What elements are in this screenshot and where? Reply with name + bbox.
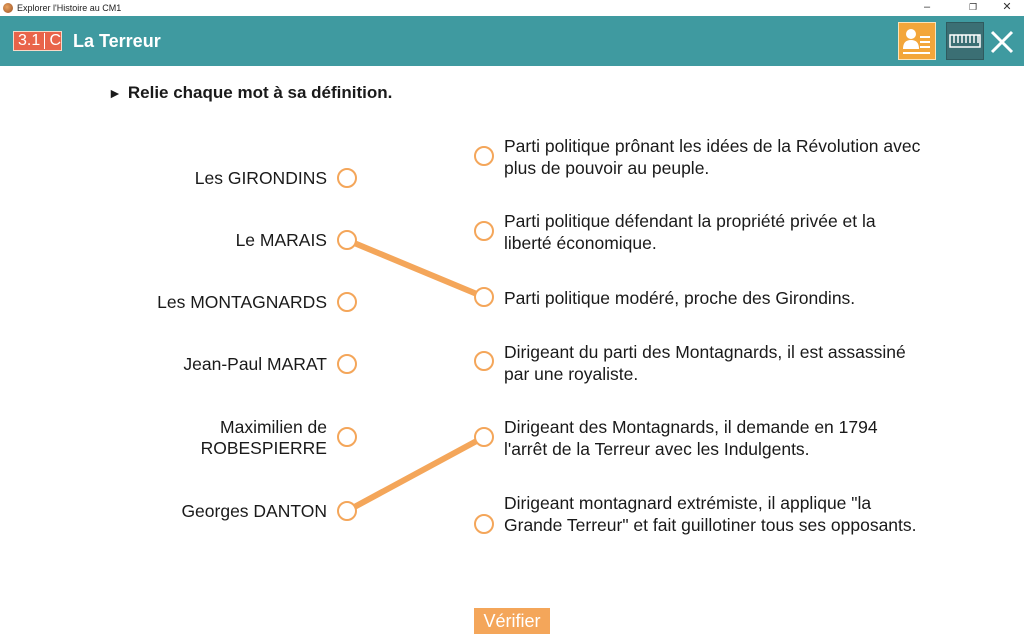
window-title: Explorer l'Histoire au CM1 [17, 3, 122, 13]
lesson-title: La Terreur [73, 31, 161, 51]
definition-text: Parti politique prônant les idées de la Révolution avec plus de pouvoir au peuple. [504, 136, 921, 178]
definition-anchor-dot[interactable] [474, 514, 494, 534]
word-label: Georges DANTON [181, 501, 327, 521]
connection-line [347, 437, 484, 511]
word-label: Jean-Paul MARAT [183, 354, 327, 374]
definition-anchor-dot[interactable] [474, 427, 494, 447]
play-arrow-icon: ► [108, 85, 122, 101]
definition-text: Parti politique défendant la propriété privée et la liberté économique. [504, 211, 876, 253]
word-anchor-dot[interactable] [337, 427, 357, 447]
word-label: Maximilien de ROBESPIERRE [200, 417, 327, 458]
definition-anchor-dot[interactable] [474, 146, 494, 166]
window-titlebar [0, 0, 1024, 16]
id-card-icon [899, 23, 935, 59]
word-anchor-dot[interactable] [337, 354, 357, 374]
close-button[interactable] [988, 26, 1016, 56]
connection-line [347, 240, 484, 297]
minimize-icon[interactable]: – [923, 1, 931, 13]
chapter-letter: C [49, 32, 61, 49]
instruction [108, 83, 392, 103]
definition-anchor-dot[interactable] [474, 287, 494, 307]
word-anchor-dot[interactable] [337, 230, 357, 250]
definition-anchor-dot[interactable] [474, 221, 494, 241]
definition-text: Dirigeant du parti des Montagnards, il est assassiné par une royaliste. [504, 342, 906, 384]
word-label: Les GIRONDINS [194, 168, 327, 188]
definition-text: Dirigeant des Montagnards, il demande en 1794 l'arrêt de la Terreur avec les Indulgents. [504, 417, 878, 459]
verify-button[interactable]: Vérifier [474, 608, 550, 634]
window-close-icon[interactable]: ✕ [1002, 1, 1012, 13]
word-label: Les MONTAGNARDS [157, 292, 327, 312]
app-header [0, 16, 1024, 66]
chapter-badge [13, 31, 62, 51]
word-anchor-dot[interactable] [337, 168, 357, 188]
close-icon [988, 26, 1016, 56]
app-icon [3, 3, 13, 13]
word-anchor-dot[interactable] [337, 292, 357, 312]
keyboard-icon [947, 23, 983, 59]
maximize-icon[interactable]: ❐ [968, 2, 978, 12]
definition-text: Dirigeant montagnard extrémiste, il applique "la Grande Terreur" et fait guillotiner tous ses opposants. [504, 493, 917, 535]
instruction-text: Relie chaque mot à sa définition. [127, 83, 393, 102]
chapter-number: 3.1 [18, 32, 41, 49]
definition-anchor-dot[interactable] [474, 351, 494, 371]
word-anchor-dot[interactable] [337, 501, 357, 521]
definition-text: Parti politique modéré, proche des Girondins. [504, 288, 856, 308]
profile-button[interactable] [898, 22, 936, 60]
keyboard-button[interactable] [946, 22, 984, 60]
word-label: Le MARAIS [235, 230, 327, 250]
